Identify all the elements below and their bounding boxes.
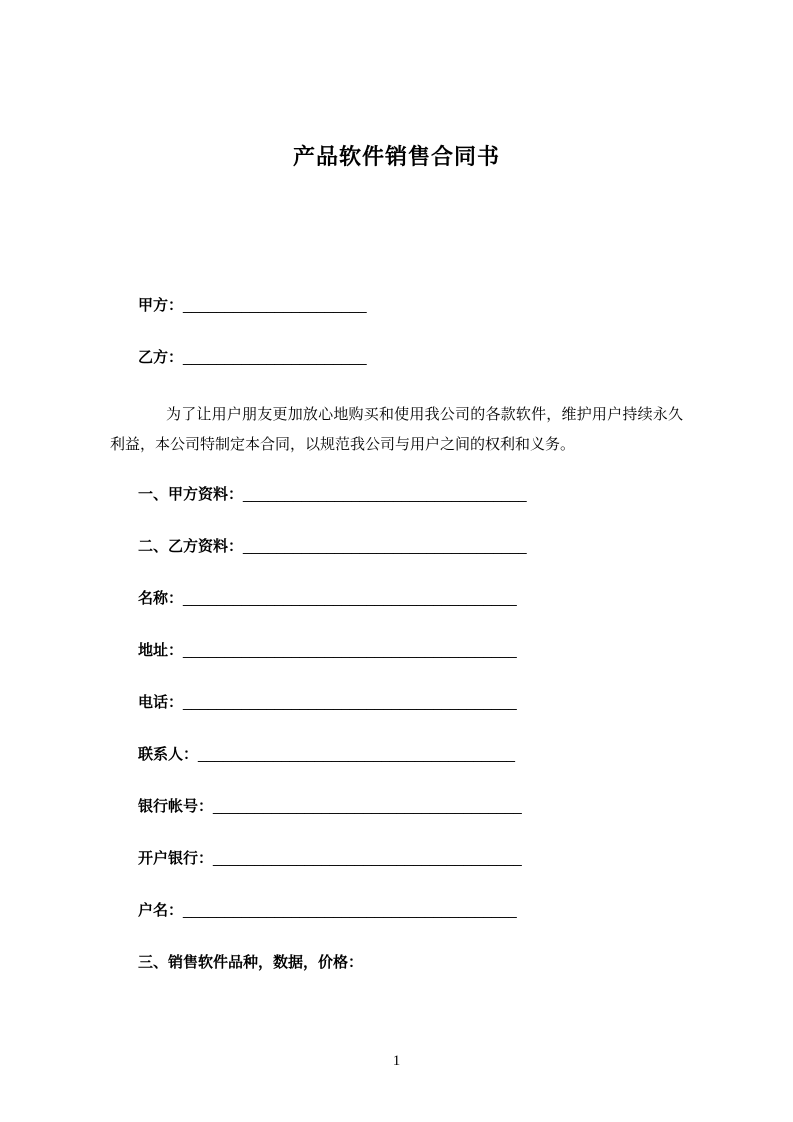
party-b-label: 乙方： <box>138 349 184 366</box>
field-label: 开户银行： <box>138 850 214 867</box>
field-blank-line: ________________________________________ <box>183 902 517 919</box>
field-row-contact-person <box>110 745 683 765</box>
party-b-row <box>110 348 683 368</box>
party-a-label: 甲方： <box>138 297 184 314</box>
field-label: 名称： <box>138 590 184 607</box>
field-blank-line: _____________________________________ <box>213 850 522 867</box>
document-title: 产品软件销售合同书 <box>292 144 500 169</box>
intro-paragraph: 为了让用户朋友更加放心地购买和使用我公司的各款软件，维护用户持续永久利益，本公司特制定本合同，以规范我公司与用户之间的权利和义务。 <box>110 406 683 453</box>
field-label: 银行帐号： <box>138 798 214 815</box>
field-blank-line: ________________________________________ <box>183 694 517 711</box>
party-a-row <box>110 296 683 316</box>
field-row-account-holder <box>110 901 683 921</box>
field-row-party-a-info <box>110 485 683 505</box>
field-blank-line: ________________________________________ <box>183 590 517 607</box>
field-blank-line: __________________________________ <box>243 538 527 555</box>
field-row-party-b-info <box>110 537 683 557</box>
page-number: 1 <box>392 1053 401 1069</box>
field-row-address <box>110 641 683 661</box>
party-b-blank-line: ______________________ <box>183 349 367 366</box>
field-row-phone <box>110 693 683 713</box>
field-row-name <box>110 589 683 609</box>
field-blank-line: ________________________________________ <box>183 642 517 659</box>
field-label: 户名： <box>138 902 184 919</box>
party-block <box>110 296 683 368</box>
field-label: 一、甲方资料： <box>138 486 244 503</box>
field-blank-line: ______________________________________ <box>198 746 516 763</box>
field-row-bank-account <box>110 797 683 817</box>
field-label: 电话： <box>138 694 184 711</box>
field-blank-line: _____________________________________ <box>213 798 522 815</box>
field-label: 二、乙方资料： <box>138 538 244 555</box>
field-label: 地址： <box>138 642 184 659</box>
field-label: 联系人： <box>138 746 199 763</box>
field-row-bank-name <box>110 849 683 869</box>
field-blank-line: __________________________________ <box>243 486 527 503</box>
party-a-blank-line: ______________________ <box>183 297 367 314</box>
section-three-heading: 三、销售软件品种，数据，价格： <box>138 954 364 971</box>
